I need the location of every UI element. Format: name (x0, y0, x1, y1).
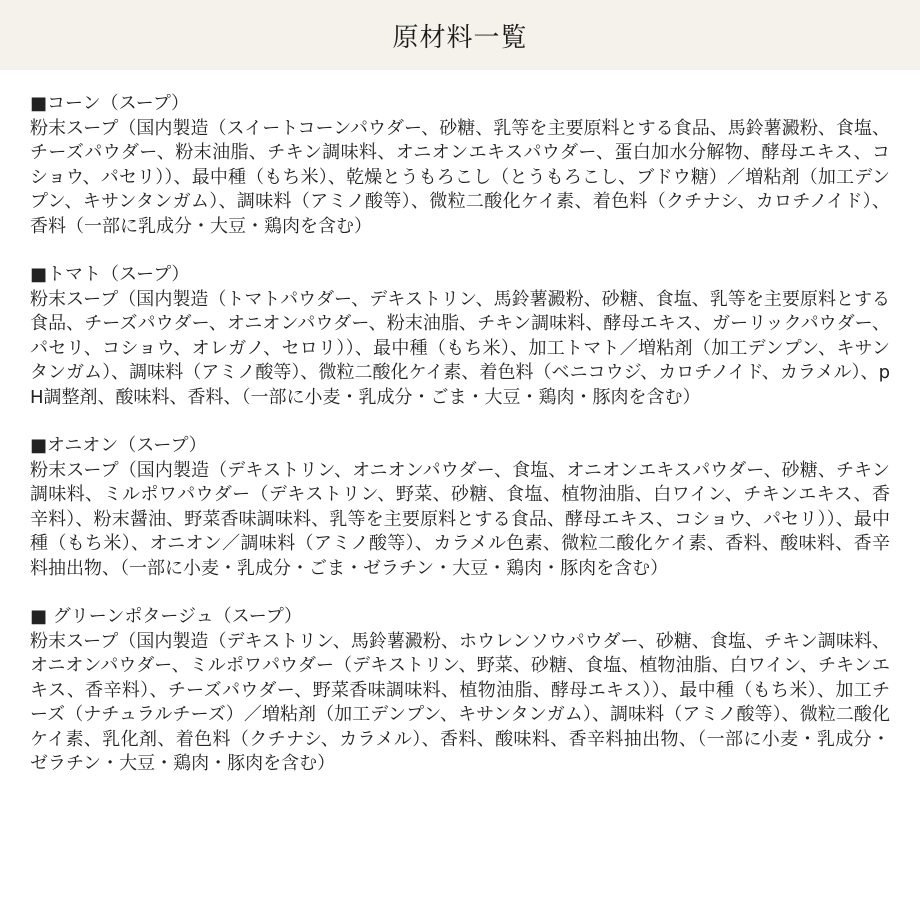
ingredients-text: 粉末スープ（国内製造（デキストリン、馬鈴薯澱粉、ホウレンソウパウダー、砂糖、食塩、チキン調味料、オニオンパウダー、ミルポワパウダー（デキストリン、野菜、砂糖、食塩、植物油脂、白ワイン、チキンエキス、香辛料）、チーズパウダー、野菜香味調味料、植物油脂、酵母エキス））、最中種（もち米）、加工チーズ（ナチュラルチーズ）／増粘剤（加工デンプン、キサンタンガム）、調味料（アミノ酸等）、微粒二酸化ケイ素、乳化剤、着色料（クチナシ、カラメル）、香料、酸味料、香辛料抽出物、（一部に小麦・乳成分・ゼラチン・大豆・鶏肉・豚肉を含む） (30, 630, 890, 774)
section-green-potage-soup (30, 605, 890, 777)
page-header (0, 0, 920, 70)
section-corn-soup (30, 92, 890, 239)
ingredients-text: 粉末スープ（国内製造（トマトパウダー、デキストリン、馬鈴薯澱粉、砂糖、食塩、乳等を主要原料とする食品、チーズパウダー、オニオンパウダー、粉末油脂、チキン調味料、酵母エキス、ガーリックパウダー、パセリ、コショウ、オレガノ、セロリ））、最中種（もち米）、加工トマト／増粘剤（加工デンプン、キサンタンガム）、調味料（アミノ酸等）、微粒二酸化ケイ素、着色料（ベニコウジ、カロチノイド、カラメル）、pH調整剤、酸味料、香料、（一部に小麦・乳成分・ごま・大豆・鶏肉・豚肉を含む） (30, 288, 890, 408)
section-title: ■ グリーンポタージュ（スープ） (30, 606, 303, 627)
ingredients-text: 粉末スープ（国内製造（デキストリン、オニオンパウダー、食塩、オニオンエキスパウダー、砂糖、チキン調味料、ミルポワパウダー（デキストリン、野菜、砂糖、食塩、植物油脂、白ワイン、チキンエキス、香辛料）、粉末醤油、野菜香味調味料、乳等を主要原料とする食品、酵母エキス、コショウ、パセリ））、最中種（もち米）、オニオン／調味料（アミノ酸等）、カラメル色素、微粒二酸化ケイ素、香料、酸味料、香辛料抽出物、（一部に小麦・乳成分・ごま・ゼラチン・大豆・鶏肉・豚肉を含む） (30, 459, 890, 579)
section-onion-soup (30, 434, 890, 581)
ingredients-list (0, 70, 920, 777)
ingredients-text: 粉末スープ（国内製造（スイートコーンパウダー、砂糖、乳等を主要原料とする食品、馬鈴薯澱粉、食塩、チーズパウダー、粉末油脂、チキン調味料、オニオンエキスパウダー、蛋白加水分解物、酵母エキス、コショウ、パセリ））、最中種（もち米）、乾燥とうもろこし（とうもろこし、ブドウ糖）／増粘剤（加工デンプン、キサンタンガム）、調味料（アミノ酸等）、微粒二酸化ケイ素、着色料（クチナシ、カロチノイド）、香料（一部に乳成分・大豆・鶏肉を含む） (30, 117, 890, 237)
section-title: ■トマト（スープ） (30, 264, 190, 285)
section-title: ■オニオン（スープ） (30, 435, 207, 456)
section-tomato-soup (30, 263, 890, 410)
page-title: 原材料一覧 (392, 22, 528, 53)
section-title: ■コーン（スープ） (30, 93, 190, 114)
